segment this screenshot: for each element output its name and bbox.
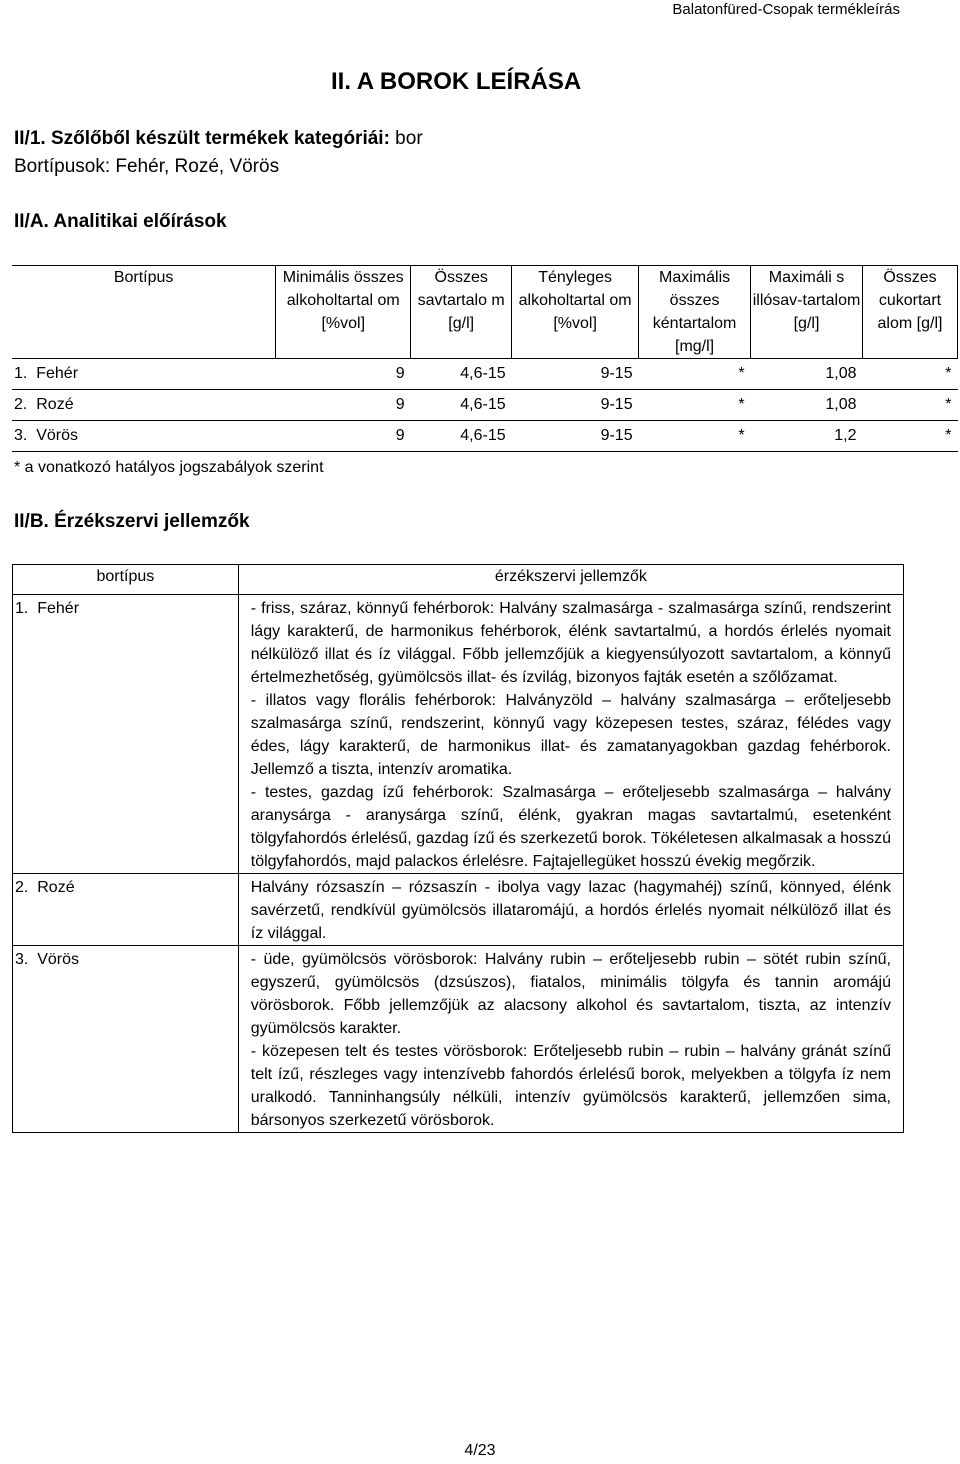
- col-header: Tényleges alkoholtartal om [%vol]: [512, 266, 639, 359]
- table-cell: *: [639, 390, 751, 421]
- table-cell: *: [862, 390, 957, 421]
- table-cell: 1,08: [751, 359, 863, 390]
- footnote: * a vonatkozó hatályos jogszabályok szerint: [14, 459, 324, 476]
- table-cell: 4,6-15: [411, 390, 512, 421]
- description-paragraph: - testes, gazdag ízű fehérborok: Szalmasárga – erőteljesebb szalmasárga – halvány aranysárga - aranysárga színű, élénk, gyakran magas savtartalmú, esetenként tölgyfahordós érlelésű, gazdag ízű és szerkezetű borok. Tökéletesen alkalmasak a hosszú tölgyfahordós, majd palackos érlelésre. Fajtajellegüket hosszú évekig megőrzik.: [250, 784, 891, 870]
- col-header: Minimális összes alkoholtartal om [%vol]: [276, 266, 411, 359]
- table-cell: 9-15: [512, 421, 639, 452]
- wine-type-cell: 3. Vörös: [13, 946, 239, 1133]
- table-cell: *: [862, 359, 957, 390]
- table-row: [12, 359, 958, 390]
- wine-types-line: Bortípusok: Fehér, Rozé, Vörös: [14, 156, 280, 177]
- chapter-title: II. A BOROK LEÍRÁSA: [331, 68, 582, 95]
- table-cell: 9: [276, 421, 411, 452]
- col-header: Bortípus: [12, 266, 276, 359]
- description-paragraph: - friss, száraz, könnyű fehérborok: Halvány szalmasárga - szalmasárga színű, rendszerint lágy karakterű, de harmonikus fehérborok, élénk savtartalmú, a hordós érlelés nyomait nélkülöző illat és íz világgal. Főbb jellemzőjük a kiegyensúlyozott savtartalom, a könnyű értelmezhetőség, gyümölcsös illat- és ízvilág, bizonyos fajták esetén a szőlőzamat.: [250, 600, 891, 686]
- wine-type-cell: 1. Fehér: [13, 595, 239, 874]
- running-header: Balatonfüred-Csopak termékleírás: [672, 1, 900, 18]
- col-header: Maximáli s illósav-tartalom [g/l]: [751, 266, 863, 359]
- wine-type-cell: 1. Fehér: [12, 359, 276, 390]
- table-cell: *: [639, 421, 751, 452]
- table-cell: 9-15: [512, 359, 639, 390]
- table-cell: 9-15: [512, 390, 639, 421]
- category-heading-value: bor: [389, 128, 423, 149]
- description-cell: [238, 874, 903, 946]
- table-row: [12, 421, 958, 452]
- table-cell: 1,08: [751, 390, 863, 421]
- description-cell: [238, 595, 903, 874]
- sensory-table: [12, 564, 904, 1133]
- col-header: érzékszervi jellemzők: [238, 565, 903, 595]
- description-paragraph: - üde, gyümölcsös vörösborok: Halvány rubin – erőteljesebb rubin – sötét rubin színű, egyszerű, gyümölcsös (dzsúszos), fiatalos, minimális tölgyfa és tannin aromájú vörösborok. Főbb jellemzőjük az alacsony alkohol és savtartalom, tiszta, az intenzív gyümölcsös karakter.: [250, 951, 891, 1037]
- analytic-header-row: [12, 266, 958, 359]
- analytic-heading: II/A. Analitikai előírások: [14, 211, 227, 232]
- wine-type-cell: 3. Vörös: [12, 421, 276, 452]
- category-heading-bold: II/1. Szőlőből készült termékek kategóriái:: [14, 128, 390, 149]
- table-row: [13, 595, 904, 874]
- table-cell: 9: [276, 390, 411, 421]
- description-paragraph: - közepesen telt és testes vörösborok: Erőteljesebb rubin – rubin – halvány gránát színű telt ízű, részleges vagy intenzívebb fahordós érlelésű borok, melyekben a tölgyfa íz nem uralkodó. Tanninhangsúly nélküli, intenzív gyümölcsös karakterű, jellemzően sima, bársonyos szerkezetű vörösborok.: [250, 1043, 891, 1129]
- description-paragraph: Halvány rózsaszín – rózsaszín - ibolya vagy lazac (hagymahéj) színű, könnyed, élénk savérzetű, rendkívül gyümölcsös illataromájú, a hordós érlelés nyomait nélkülöző illat és íz világgal.: [250, 879, 891, 942]
- category-heading: [14, 128, 423, 150]
- col-header: Összes savtartalo m [g/l]: [411, 266, 512, 359]
- table-row: [13, 946, 904, 1133]
- description-paragraph: - illatos vagy florális fehérborok: Halványzöld – halvány szalmasárga – erőteljesebb szalmasárga színű, rendszerint, könnyű vagy közepesen testes, száraz, félédes vagy édes, lágy karakterű, de harmonikus illat- és zamatanyagokban gazdag fehérborok. Jellemző a tiszta, intenzív aromatika.: [250, 692, 891, 778]
- wine-type-cell: 2. Rozé: [13, 874, 239, 946]
- page-number: 4/23: [464, 1442, 496, 1459]
- description-cell: [238, 946, 903, 1133]
- table-cell: 1,2: [751, 421, 863, 452]
- col-header: bortípus: [13, 565, 239, 595]
- sensory-header-row: [13, 565, 904, 595]
- wine-type-cell: 2. Rozé: [12, 390, 276, 421]
- table-cell: *: [639, 359, 751, 390]
- table-cell: 9: [276, 359, 411, 390]
- analytic-table: [12, 265, 958, 452]
- table-row: [12, 390, 958, 421]
- table-cell: 4,6-15: [411, 359, 512, 390]
- table-row: [13, 874, 904, 946]
- col-header: Maximális összes kéntartalom [mg/l]: [639, 266, 751, 359]
- table-cell: *: [862, 421, 957, 452]
- sensory-heading: II/B. Érzékszervi jellemzők: [14, 511, 250, 532]
- table-cell: 4,6-15: [411, 421, 512, 452]
- col-header: Összes cukortart alom [g/l]: [862, 266, 957, 359]
